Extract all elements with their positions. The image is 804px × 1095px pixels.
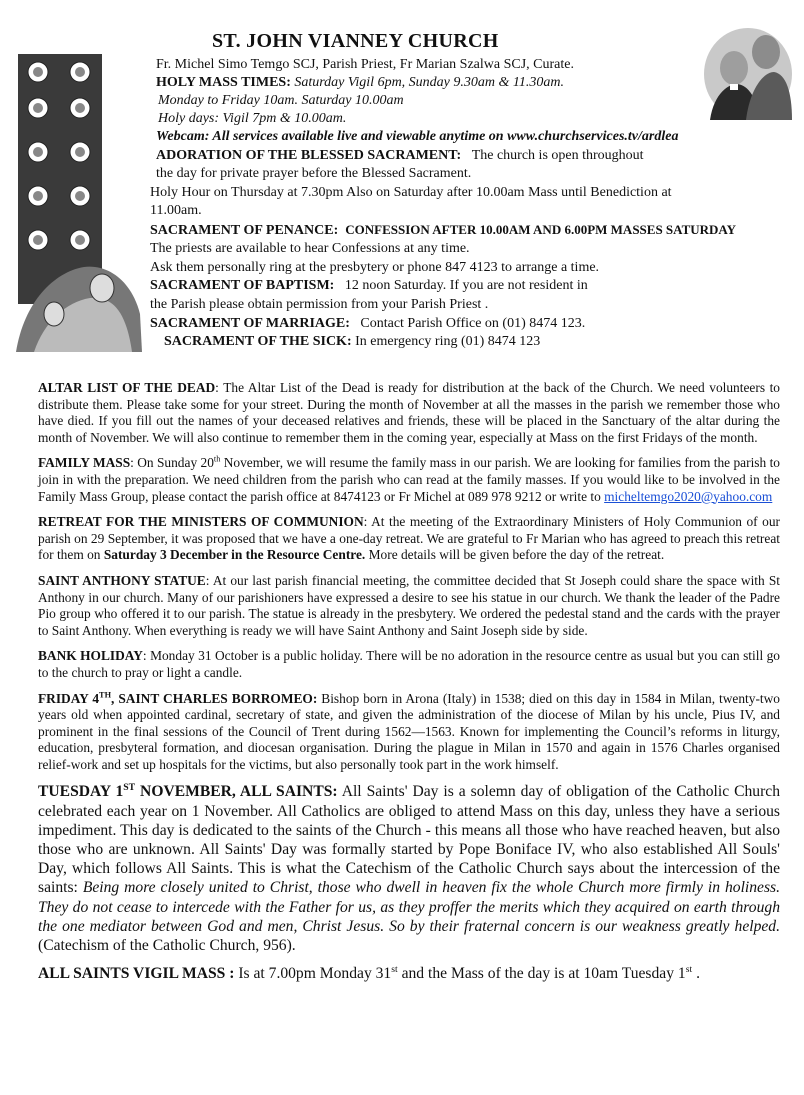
marriage-label: SACRAMENT OF MARRIAGE: bbox=[150, 316, 350, 331]
stained-glass-ornament-image bbox=[14, 52, 144, 352]
altar-list-title: ALTAR LIST OF THE DEAD bbox=[38, 380, 216, 395]
vigil-mass-text-2: and the Mass of the day is at 10am Tuesday 1 bbox=[397, 965, 686, 983]
sick-text: In emergency ring (01) 8474 123 bbox=[355, 334, 541, 349]
holy-hour-line: Holy Hour on Thursday at 7.30pm Also on Saturday after 10.00am Mass until Benediction at bbox=[150, 185, 672, 200]
charles-text: Bishop born in Arona (Italy) in 1538; died on this day in 1584 in Milan, twenty-two years old when appointed cardinal, secretary of state, and given the administration of the diocese of Milan by his uncle, Pius IV, and prominent in the final sessions of the Council of Trent during 1562—1563. Known for implementing the Council’s reforms in liturgy, education, presbyteral formation, and diocesan organisation. During the plague in Milan in 1570 and again in 1576 Charles organised relief-work and set up hospitals for the victims, but also personally took part in the work himself. bbox=[38, 690, 781, 772]
retreat-text-2: More details will be given before the day of the retreat. bbox=[365, 547, 665, 563]
holy-days-line: Holy days: Vigil 7pm & 10.00am. bbox=[158, 111, 347, 126]
holy-hour-line-2: 11.00am. bbox=[150, 203, 202, 218]
altar-list-text: : The Altar List of the Dead is ready for distribution at the back of the Church. We need volunteers to distribute them. Please take some for your street. During the month of November at all the masses in the parish we remember those who have died. If you fill out the names of your deceased relatives and friends, these will be placed in the Sanctuary of the altar during the month of November. We will also continue to remember them in the coming year, especially at Mass on the first Fridays of the month. bbox=[38, 380, 780, 445]
all-saints-notice bbox=[38, 782, 780, 955]
retreat-text: : At the meeting of the Extraordinary Ministers of Holy Communion of our parish on 29 September, it was proposed that we have a one-day retreat. We are grateful to Fr Marian who has agreed to preach this retreat for them on bbox=[38, 514, 780, 563]
charles-sup: TH bbox=[99, 690, 112, 700]
bank-holiday-notice bbox=[38, 648, 780, 681]
vigil-mass-notice bbox=[38, 964, 780, 983]
webcam-line: Webcam: All services available live and viewable anytime on www.churchservices.tv/ardlea bbox=[156, 129, 679, 144]
church-header bbox=[0, 0, 804, 370]
family-mass-text: : On Sunday 20 bbox=[130, 455, 214, 471]
church-title: ST. JOHN VIANNEY CHURCH bbox=[212, 30, 499, 52]
mass-times-label: HOLY MASS TIMES: bbox=[156, 75, 291, 90]
all-saints-sup: ST bbox=[123, 782, 136, 794]
anthony-statue-text: : At our last parish financial meeting, the committee decided that St Joseph could share the space with St Anthony in our church. Many of our parishioners have expressed a desire to see his statue in our church. We thank the leader of the Padre Pio group who offered it to our parish. The statue is already in the presbytery. We ordered the pedestal stand and the cards with the prayer to Saint Anthony. When everything is ready we will have Saint Anthony and Saint Joseph side by side. bbox=[38, 572, 781, 638]
catechism-quote: Being more closely united to Christ, those who dwell in heaven fix the whole Church more firmly in holiness. They do not cease to intercede with the Father for us, as they proffer the merits which they acquired on earth through the one mediator between God and men, Christ Jesus. So by their fraternal concern is our weakness greatly helped. bbox=[38, 879, 780, 935]
baptism-line-2: the Parish please obtain permission from your Parish Priest . bbox=[150, 297, 489, 312]
mass-times-text: Saturday Vigil 6pm, Sunday 9.30am & 11.30am. bbox=[294, 75, 564, 90]
catechism-citation: (Catechism of the Catholic Church, 956). bbox=[38, 937, 296, 955]
charles-borromeo-notice bbox=[38, 691, 780, 774]
anthony-statue-title: SAINT ANTHONY STATUE bbox=[38, 572, 206, 588]
family-mass-sup: th bbox=[213, 454, 221, 464]
charles-title-part-2: , SAINT CHARLES BORROMEO: bbox=[111, 690, 318, 706]
bank-holiday-text: : Monday 31 October is a public holiday. There will be no adoration in the resource centre as usual but you can still go to the church to pray or light a candle. bbox=[38, 648, 780, 680]
adoration-label: ADORATION OF THE BLESSED SACRAMENT: bbox=[156, 148, 462, 163]
charles-title-part: FRIDAY 4 bbox=[38, 690, 100, 706]
marriage-text: Contact Parish Office on (01) 8474 123. bbox=[360, 316, 586, 331]
bank-holiday-title: BANK HOLIDAY bbox=[38, 648, 143, 664]
penance-line-2: The priests are available to hear Confessions at any time. bbox=[150, 241, 470, 256]
adoration-line-2: the day for private prayer before the Blessed Sacrament. bbox=[156, 166, 472, 181]
all-saints-text: All Saints' Day is a solemn day of obligation of the Catholic Church celebrated each year on 1 November. All Catholics are obliged to attend Mass on this day, unless they have a serious impediment. This day is dedicated to the saints of the Church - this means all those who have reached heaven, but also those who are unknown. All Saints' Day was formally started by Pope Boniface IV, who also established All Souls' Day, which follows All Saints. This is what the Catechism of the Catholic Church says about the intercession of the saints: bbox=[38, 783, 780, 897]
sick-line bbox=[164, 333, 540, 351]
vigil-mass-title: ALL SAINTS VIGIL MASS : bbox=[38, 965, 235, 983]
mass-times-line bbox=[156, 74, 564, 92]
sick-label: SACRAMENT OF THE SICK: bbox=[164, 334, 352, 349]
weekday-mass-line: Monday to Friday 10am. Saturday 10.00am bbox=[158, 93, 404, 108]
altar-list-notice bbox=[38, 380, 780, 446]
all-saints-title bbox=[38, 783, 338, 800]
adoration-line bbox=[156, 147, 644, 165]
marriage-line bbox=[150, 315, 585, 333]
baptism-text: 12 noon Saturday. If you are not resident in bbox=[344, 278, 588, 293]
email-link[interactable]: micheltemgo2020@yahoo.com bbox=[604, 488, 773, 504]
all-saints-title-part: TUESDAY 1 bbox=[38, 783, 124, 801]
vigil-mass-text: Is at 7.00pm Monday 31 bbox=[234, 965, 392, 983]
saints-portrait-image bbox=[700, 22, 796, 122]
family-mass-notice bbox=[38, 455, 780, 505]
vigil-mass-text-3: . bbox=[692, 965, 700, 983]
baptism-label: SACRAMENT OF BAPTISM: bbox=[150, 278, 335, 293]
clergy-line: Fr. Michel Simo Temgo SCJ, Parish Priest, Fr Marian Szalwa SCJ, Curate. bbox=[156, 57, 574, 72]
penance-line-3: Ask them personally ring at the presbytery or phone 847 4123 to arrange a time. bbox=[150, 260, 600, 275]
retreat-notice bbox=[38, 514, 780, 564]
vigil-sup-1: st bbox=[391, 964, 398, 976]
retreat-title: RETREAT FOR THE MINISTERS OF COMMUNION bbox=[38, 514, 364, 530]
notices-body bbox=[38, 380, 780, 993]
penance-confession-text: CONFESSION AFTER 10.00AM AND 6.00PM MASSES SATURDAY bbox=[345, 222, 737, 237]
penance-label: SACRAMENT OF PENANCE: bbox=[150, 223, 339, 238]
vigil-sup-2: st bbox=[685, 964, 693, 976]
charles-title bbox=[38, 691, 317, 706]
baptism-line bbox=[150, 277, 588, 295]
family-mass-title: FAMILY MASS bbox=[38, 455, 131, 471]
anthony-statue-notice bbox=[38, 573, 780, 639]
family-mass-text-2: November, we will resume the family mass in our parish. We are looking for families from the parish to join in with the preparation. We need children from the parish who can read at the family masses. If you would like to be involved in the Family Mass Group, please contact the parish office at 8474123 or Fr Michel at 089 978 9212 or write to bbox=[38, 455, 780, 504]
penance-line bbox=[150, 221, 736, 240]
adoration-text: The church is open throughout bbox=[471, 148, 644, 163]
retreat-date: Saturday 3 December in the Resource Centre. bbox=[103, 547, 366, 563]
all-saints-title-part-2: NOVEMBER, ALL SAINTS: bbox=[135, 783, 338, 801]
